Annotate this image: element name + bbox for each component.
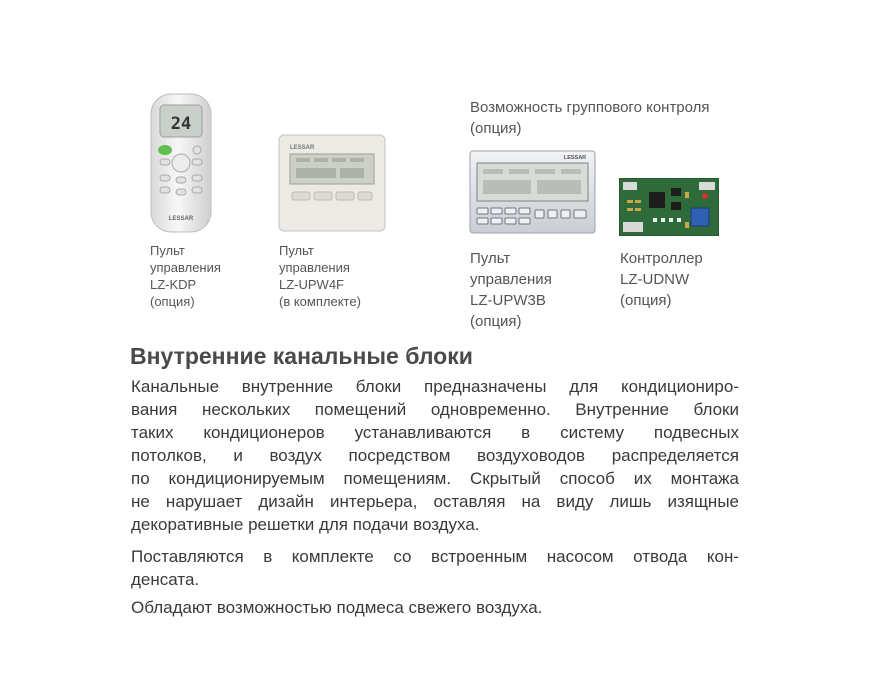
paragraph-fresh-air xyxy=(131,596,739,619)
caption-controller-lz-upw4f xyxy=(279,242,361,310)
paragraph-line: денсата. xyxy=(131,570,200,589)
caption-line: LZ-UDNW xyxy=(620,271,690,288)
caption-line: Пульт xyxy=(279,243,314,258)
paragraph-line: по кондиционируемым помещениям. Скрытый способ их монтажа xyxy=(131,469,739,488)
caption-line: (опция) xyxy=(470,313,522,330)
paragraph-line: потолков, и воздух посредством воздуховодов распределяется xyxy=(131,446,739,465)
controller-brand-logo: LESSAR xyxy=(290,145,315,151)
group-control-title-line: (опция) xyxy=(470,120,522,137)
caption-controller-lz-udnw xyxy=(620,248,703,311)
caption-line: управления xyxy=(470,271,552,288)
caption-line: LZ-KDP xyxy=(150,277,197,292)
remote-lz-kdp-image xyxy=(149,93,213,233)
group-controller-brand-logo: LESSAR xyxy=(563,155,587,161)
caption-line: Контроллер xyxy=(620,250,703,267)
caption-line: (опция) xyxy=(150,294,195,309)
caption-line: (в комплекте) xyxy=(279,294,361,309)
caption-line: LZ-UPW3B xyxy=(470,292,546,309)
section-heading: Внутренние канальные блоки xyxy=(130,343,473,369)
paragraph-description xyxy=(131,375,739,536)
paragraph-line: Обладают возможностью подмеса свежего воздуха. xyxy=(131,598,543,617)
caption-line: Пульт xyxy=(470,250,511,267)
caption-line: управления xyxy=(279,260,350,275)
paragraph-line: вания нескольких помещений одновременно. Внутренние блоки xyxy=(131,400,739,419)
paragraph-line: декоративные решетки для подачи воздуха. xyxy=(131,515,480,534)
caption-controller-lz-upw3b xyxy=(470,248,552,332)
caption-line: (опция) xyxy=(620,292,672,309)
controller-lz-udnw-board-image xyxy=(619,178,719,236)
caption-line: управления xyxy=(150,260,221,275)
caption-line: LZ-UPW4F xyxy=(279,277,344,292)
caption-remote-lz-kdp xyxy=(150,242,221,310)
remote-display-text: 24 xyxy=(170,114,192,134)
paragraph-line: Канальные внутренние блоки предназначены для кондициониро- xyxy=(131,377,739,396)
paragraph-line: не нарушает дизайн интерьера, оставляя на виду лишь изящные xyxy=(131,492,739,511)
caption-line: Пульт xyxy=(150,243,185,258)
paragraph-line: таких кондиционеров устанавливаются в систему подвесных xyxy=(131,423,739,442)
controller-lz-upw3b-image xyxy=(469,150,596,234)
group-control-title-line: Возможность группового контроля xyxy=(470,99,710,116)
paragraph-pump xyxy=(131,545,739,591)
controller-lz-upw4f-image xyxy=(278,134,386,232)
remote-brand-logo: LESSAR xyxy=(168,216,194,222)
group-control-title xyxy=(470,97,710,139)
paragraph-line: Поставляются в комплекте со встроенным насосом отвода кон- xyxy=(131,547,739,566)
